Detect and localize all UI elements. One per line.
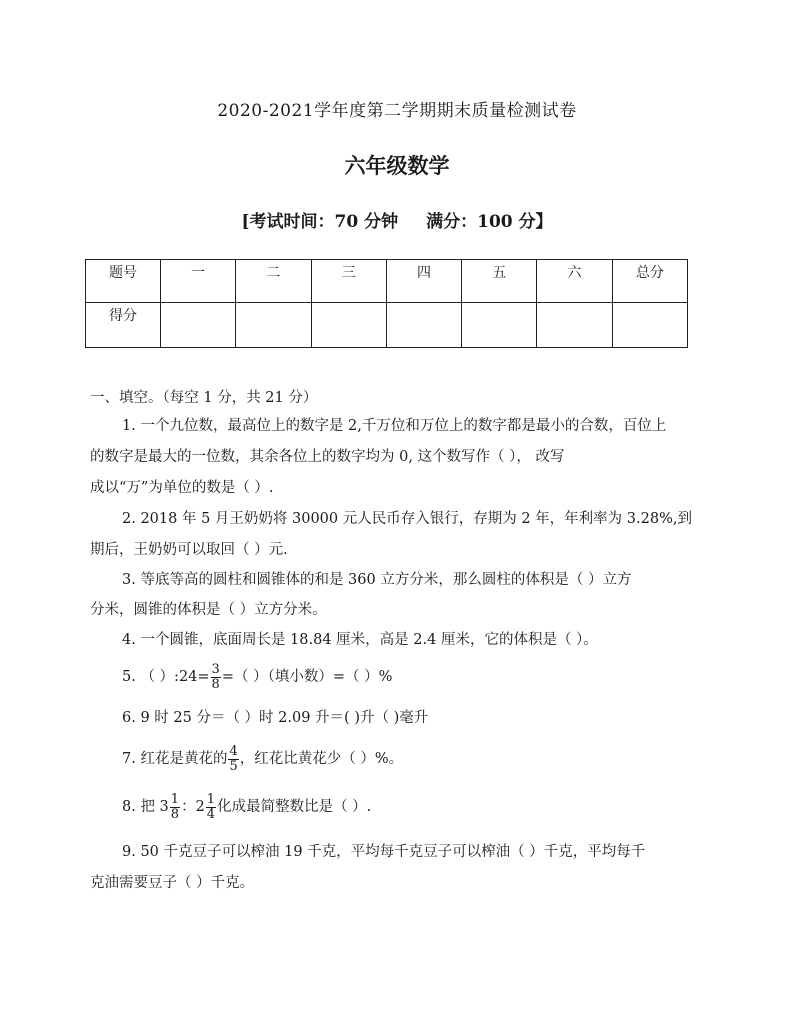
score-entry-cell[interactable] bbox=[386, 303, 461, 348]
question-1-line-1: 1. 一个九位数，最高位上的数字是 2,千万位和万位上的数字都是最小的合数，百位上 bbox=[122, 418, 667, 434]
question-3-line-2: 分米，圆锥的体积是（ ）立方分米。 bbox=[90, 602, 327, 618]
question-8-mid: ：2 bbox=[181, 799, 205, 815]
fraction bbox=[228, 745, 238, 774]
score-table-cell: 四 bbox=[386, 260, 461, 303]
question-7-pre: 7. 红花是黄花的 bbox=[122, 751, 228, 767]
question-2-line-1: 2. 2018 年 5 月王奶奶将 30000 元人民币存入银行，存期为 2 年，年利率为 3.28%,到 bbox=[122, 511, 692, 527]
fraction bbox=[211, 663, 221, 692]
question-5-post: =（ ）（填小数）=（ ）% bbox=[221, 669, 393, 685]
score-entry-cell[interactable] bbox=[462, 303, 537, 348]
score-entry-cell[interactable] bbox=[612, 303, 687, 348]
exam-subject: 六年级数学 bbox=[344, 153, 450, 178]
fraction bbox=[206, 793, 216, 822]
question-9-line-1: 9. 50 千克豆子可以榨油 19 千克，平均每千克豆子可以榨油（ ）千克，平均每千 bbox=[122, 844, 646, 860]
exam-time: [考试时间：70 分钟 bbox=[241, 212, 399, 232]
exam-info bbox=[0, 207, 794, 232]
exam-title: 2020-2021学年度第二学期期末质量检测试卷 bbox=[217, 101, 577, 121]
section-heading: 一、填空。（每空 1 分，共 21 分） bbox=[90, 390, 318, 406]
question-4: 4. 一个圆锥，底面周长是 18.84 厘米，高是 2.4 厘米，它的体积是（ ）。 bbox=[122, 632, 598, 648]
fraction-denominator: 8 bbox=[211, 676, 220, 692]
question-3-line-1: 3. 等底等高的圆柱和圆锥体的和是 360 立方分米，那么圆柱的体积是（ ）立方 bbox=[122, 572, 632, 588]
fraction-denominator: 4 bbox=[206, 806, 216, 822]
fraction-denominator: 5 bbox=[229, 758, 238, 774]
fraction-numerator: 4 bbox=[229, 743, 238, 759]
question-7-post: ，红花比黄花少（ ）%。 bbox=[239, 751, 404, 767]
fraction-denominator: 8 bbox=[170, 806, 180, 822]
score-table-cell: 五 bbox=[462, 260, 537, 303]
question-5-pre: 5. （ ）:24= bbox=[122, 669, 210, 685]
score-entry-cell[interactable] bbox=[537, 303, 612, 348]
question-8 bbox=[122, 790, 371, 824]
question-7 bbox=[122, 742, 403, 776]
score-table-cell: 二 bbox=[236, 260, 311, 303]
question-9-line-2: 克油需要豆子（ ）千克。 bbox=[90, 875, 255, 891]
fraction-numerator: 1 bbox=[170, 791, 180, 807]
question-6: 6. 9 时 25 分＝（ ）时 2.09 升＝( )升（ )毫升 bbox=[122, 710, 429, 726]
score-table-cell: 六 bbox=[537, 260, 612, 303]
score-table-cell: 总分 bbox=[612, 260, 687, 303]
question-1-line-3: 成以“万”为单位的数是（ ）. bbox=[90, 480, 274, 496]
score-table-cell: 得分 bbox=[86, 303, 161, 348]
score-table-score-row bbox=[86, 303, 688, 348]
score-table-cell: 一 bbox=[161, 260, 236, 303]
question-1-line-2: 的数字是最大的一位数，其余各位上的数字均为 0, 这个数写作（ ）， 改写 bbox=[90, 449, 565, 465]
question-8-pre: 8. 把 3 bbox=[122, 799, 169, 815]
score-table-cell: 三 bbox=[311, 260, 386, 303]
question-5 bbox=[122, 660, 392, 694]
fraction-numerator: 1 bbox=[206, 791, 216, 807]
score-table-header-row bbox=[86, 260, 688, 303]
fraction-numerator: 3 bbox=[211, 661, 220, 677]
question-2-line-2: 期后，王奶奶可以取回（ ）元. bbox=[90, 542, 288, 558]
question-8-post: 化成最简整数比是（ ）. bbox=[217, 799, 372, 815]
score-entry-cell[interactable] bbox=[161, 303, 236, 348]
score-entry-cell[interactable] bbox=[311, 303, 386, 348]
full-score: 满分：100 分】 bbox=[426, 212, 553, 232]
score-entry-cell[interactable] bbox=[236, 303, 311, 348]
fraction bbox=[170, 793, 180, 822]
score-table bbox=[85, 259, 688, 348]
score-table-cell: 题号 bbox=[86, 260, 161, 303]
